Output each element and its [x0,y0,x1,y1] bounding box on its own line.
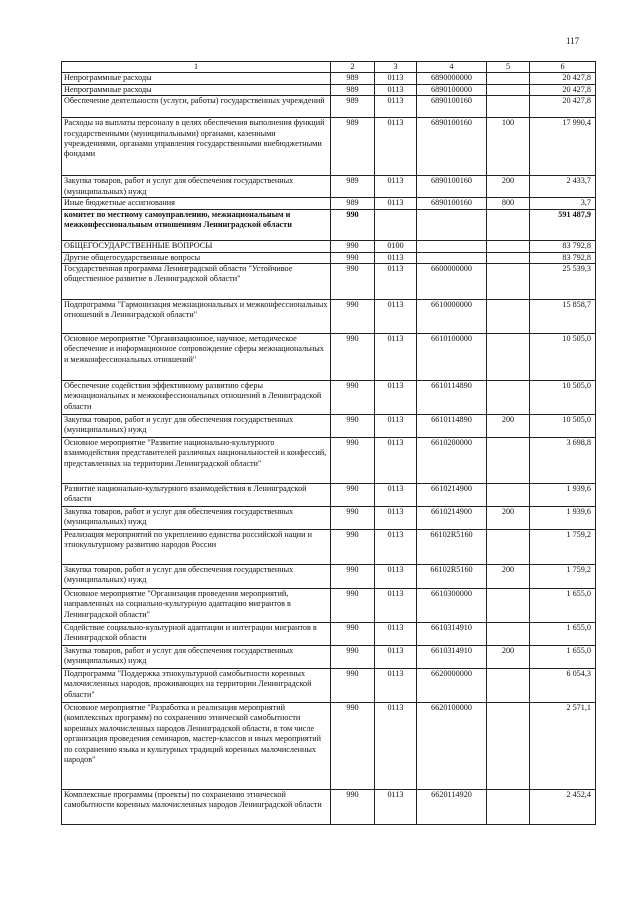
cell-vr: 100 [487,118,530,176]
header-col-ved: 2 [331,62,375,73]
cell-rzpr: 0113 [375,73,417,84]
cell-vr [487,84,530,95]
cell-rzpr: 0113 [375,530,417,565]
cell-name: Основное мероприятие "Организационное, научное, методическое обеспечение и информационное сопровождение сферы межнациональных и межконфессиональных отношений" [62,334,331,381]
cell-sum: 591 487,9 [530,209,596,240]
cell-csr: 6610314910 [417,623,487,646]
cell-csr: 6610114890 [417,381,487,415]
cell-rzpr [375,209,417,240]
cell-name: комитет по местному самоуправлению, межнациональным и межконфессиональным отношениям Ленинградской области [62,209,331,240]
cell-sum: 1 759,2 [530,565,596,589]
cell-rzpr: 0100 [375,240,417,252]
cell-vr: 200 [487,176,530,198]
cell-name: Основное мероприятие "Развитие национально-культурного взаимодействия представителей различных национальностей и конфессий, представленных на территории Ленинградской области" [62,438,331,484]
cell-vr [487,589,530,623]
cell-rzpr: 0113 [375,96,417,118]
cell-name: Закупка товаров, работ и услуг для обеспечения государственных (муниципальных) нужд [62,176,331,198]
cell-vr [487,209,530,240]
cell-name: Обеспечение содействия эффективному развитию сферы межнациональных и межконфессиональных отношений в Ленинградской области [62,381,331,415]
table-row [62,381,596,415]
cell-sum: 2 571,1 [530,703,596,790]
cell-ved: 989 [331,176,375,198]
cell-ved: 990 [331,209,375,240]
cell-ved: 990 [331,300,375,334]
cell-rzpr: 0113 [375,623,417,646]
table-row [62,252,596,263]
cell-ved: 990 [331,240,375,252]
table-row [62,209,596,240]
cell-ved: 990 [331,565,375,589]
cell-csr: 6610200000 [417,438,487,484]
cell-vr [487,484,530,507]
cell-ved: 990 [331,334,375,381]
cell-csr: 6610000000 [417,300,487,334]
table-row [62,589,596,623]
budget-table-body [62,62,596,825]
cell-name: Другие общегосударственные вопросы [62,252,331,263]
cell-vr [487,381,530,415]
cell-vr: 200 [487,415,530,438]
header-col-vr: 5 [487,62,530,73]
cell-csr: 6620100000 [417,703,487,790]
cell-csr: 6890100000 [417,84,487,95]
cell-csr [417,240,487,252]
cell-rzpr: 0113 [375,334,417,381]
cell-rzpr: 0113 [375,703,417,790]
cell-ved: 990 [331,703,375,790]
cell-ved: 989 [331,84,375,95]
header-col-sum: 6 [530,62,596,73]
table-row [62,646,596,669]
table-row [62,176,596,198]
cell-vr [487,252,530,263]
cell-csr: 6890100160 [417,118,487,176]
cell-sum: 20 427,8 [530,96,596,118]
table-row [62,118,596,176]
cell-rzpr: 0113 [375,790,417,825]
cell-rzpr: 0113 [375,484,417,507]
cell-csr: 6610300000 [417,589,487,623]
cell-vr [487,530,530,565]
cell-csr: 6610214900 [417,507,487,530]
cell-csr: 6600000000 [417,264,487,300]
header-col-rzpr: 3 [375,62,417,73]
cell-sum: 15 858,7 [530,300,596,334]
cell-ved: 990 [331,589,375,623]
table-row [62,669,596,703]
page-number: 117 [566,36,580,46]
cell-rzpr: 0113 [375,589,417,623]
cell-rzpr: 0113 [375,252,417,263]
cell-name: Закупка товаров, работ и услуг для обеспечения государственных (муниципальных) нужд [62,565,331,589]
table-row [62,264,596,300]
cell-name: Основное мероприятие "Организация проведения мероприятий, направленных на социально-культурную адаптацию мигрантов в Ленинградской области" [62,589,331,623]
cell-sum: 6 054,3 [530,669,596,703]
cell-csr: 6610100000 [417,334,487,381]
cell-vr [487,300,530,334]
cell-ved: 990 [331,438,375,484]
cell-sum: 83 792,8 [530,240,596,252]
cell-name: Развитие национально-культурного взаимодействия в Ленинградской области [62,484,331,507]
table-row [62,623,596,646]
cell-name: Непрограммные расходы [62,73,331,84]
cell-sum: 2 452,4 [530,790,596,825]
cell-ved: 990 [331,507,375,530]
cell-sum: 20 427,8 [530,84,596,95]
cell-name: Обеспечение деятельности (услуги, работы) государственных учреждений [62,96,331,118]
cell-csr: 66102R5160 [417,530,487,565]
cell-sum: 3 698,8 [530,438,596,484]
header-col-name: 1 [62,62,331,73]
cell-rzpr: 0113 [375,176,417,198]
cell-sum: 83 792,8 [530,252,596,263]
cell-csr: 6890000000 [417,73,487,84]
cell-vr [487,669,530,703]
cell-csr: 6890100160 [417,96,487,118]
cell-ved: 990 [331,623,375,646]
table-row [62,530,596,565]
cell-sum: 1 939,6 [530,484,596,507]
table-row [62,73,596,84]
cell-ved: 990 [331,790,375,825]
cell-rzpr: 0113 [375,415,417,438]
cell-rzpr: 0113 [375,381,417,415]
cell-name: Государственная программа Ленинградской области "Устойчивое общественное развитие в Ленинградской области" [62,264,331,300]
cell-name: Непрограммные расходы [62,84,331,95]
cell-vr: 200 [487,565,530,589]
cell-name: Основное мероприятие "Разработка и реализация мероприятий (комплексных программ) по сохранению этнической самобытности коренных малочисленных народов Ленинградской области, в том числе организация проведения семинаров, мастер-классов и иных мероприятий по сохранению языка и культурных традиций коренных малочисленных народов" [62,703,331,790]
cell-ved: 990 [331,530,375,565]
cell-vr [487,623,530,646]
cell-name: Закупка товаров, работ и услуг для обеспечения государственных (муниципальных) нужд [62,646,331,669]
cell-sum: 10 505,0 [530,415,596,438]
cell-name: Подпрограмма "Поддержка этнокультурной самобытности коренных малочисленных народов, проживающих на территории Ленинградской области" [62,669,331,703]
cell-vr [487,73,530,84]
cell-ved: 990 [331,669,375,703]
cell-ved: 990 [331,381,375,415]
cell-name: Комплексные программы (проекты) по сохранению этнической самобытности коренных малочисленных народов Ленинградской области [62,790,331,825]
budget-table [61,61,596,825]
cell-name: Содействие социально-культурной адаптации и интеграции мигрантов в Ленинградской области [62,623,331,646]
cell-csr: 66102R5160 [417,565,487,589]
table-header-row [62,62,596,73]
cell-sum: 1 655,0 [530,646,596,669]
cell-rzpr: 0113 [375,300,417,334]
table-row [62,96,596,118]
cell-vr: 200 [487,646,530,669]
cell-name: Подпрограмма "Гармонизация межнациональных и межконфессиональных отношений в Ленинградской области" [62,300,331,334]
cell-sum: 10 505,0 [530,334,596,381]
table-row [62,334,596,381]
cell-rzpr: 0113 [375,198,417,209]
cell-name: Иные бюджетные ассигнования [62,198,331,209]
cell-name: ОБЩЕГОСУДАРСТВЕННЫЕ ВОПРОСЫ [62,240,331,252]
cell-vr [487,334,530,381]
cell-vr [487,240,530,252]
cell-rzpr: 0113 [375,438,417,484]
table-row [62,565,596,589]
cell-csr: 6610214900 [417,484,487,507]
cell-sum: 1 759,2 [530,530,596,565]
cell-sum: 20 427,8 [530,73,596,84]
cell-csr [417,252,487,263]
cell-rzpr: 0113 [375,646,417,669]
cell-rzpr: 0113 [375,507,417,530]
table-row [62,484,596,507]
cell-ved: 989 [331,118,375,176]
table-row [62,438,596,484]
cell-sum: 3,7 [530,198,596,209]
cell-csr: 6890100160 [417,198,487,209]
cell-name: Закупка товаров, работ и услуг для обеспечения государственных (муниципальных) нужд [62,415,331,438]
cell-ved: 990 [331,415,375,438]
cell-name: Реализация мероприятий по укреплению единства российской нации и этнокультурному развитию народов России [62,530,331,565]
cell-sum: 10 505,0 [530,381,596,415]
cell-ved: 989 [331,198,375,209]
cell-ved: 990 [331,646,375,669]
cell-rzpr: 0113 [375,84,417,95]
cell-csr: 6610314910 [417,646,487,669]
cell-sum: 17 990,4 [530,118,596,176]
header-col-csr: 4 [417,62,487,73]
cell-rzpr: 0113 [375,669,417,703]
cell-ved: 989 [331,73,375,84]
cell-csr [417,209,487,240]
table-row [62,300,596,334]
cell-name: Закупка товаров, работ и услуг для обеспечения государственных (муниципальных) нужд [62,507,331,530]
cell-sum: 1 655,0 [530,623,596,646]
cell-sum: 2 433,7 [530,176,596,198]
table-row [62,703,596,790]
cell-vr: 200 [487,507,530,530]
table-row [62,790,596,825]
cell-sum: 1 939,6 [530,507,596,530]
cell-rzpr: 0113 [375,264,417,300]
cell-vr [487,438,530,484]
cell-rzpr: 0113 [375,118,417,176]
cell-ved: 990 [331,484,375,507]
cell-vr [487,264,530,300]
cell-csr: 6620114920 [417,790,487,825]
cell-vr [487,703,530,790]
cell-csr: 6610114890 [417,415,487,438]
cell-csr: 6620000000 [417,669,487,703]
cell-vr: 800 [487,198,530,209]
table-row [62,198,596,209]
table-row [62,415,596,438]
cell-csr: 6890100160 [417,176,487,198]
cell-ved: 989 [331,96,375,118]
table-row [62,507,596,530]
cell-sum: 25 539,3 [530,264,596,300]
cell-rzpr: 0113 [375,565,417,589]
cell-ved: 990 [331,252,375,263]
cell-ved: 990 [331,264,375,300]
cell-vr [487,96,530,118]
table-row [62,240,596,252]
cell-sum: 1 655,0 [530,589,596,623]
cell-name: Расходы на выплаты персоналу в целях обеспечения выполнения функций государственными (муниципальными) органами, казенными учреждениями, органами управления государственными внебюджетными фондами [62,118,331,176]
cell-vr [487,790,530,825]
table-row [62,84,596,95]
